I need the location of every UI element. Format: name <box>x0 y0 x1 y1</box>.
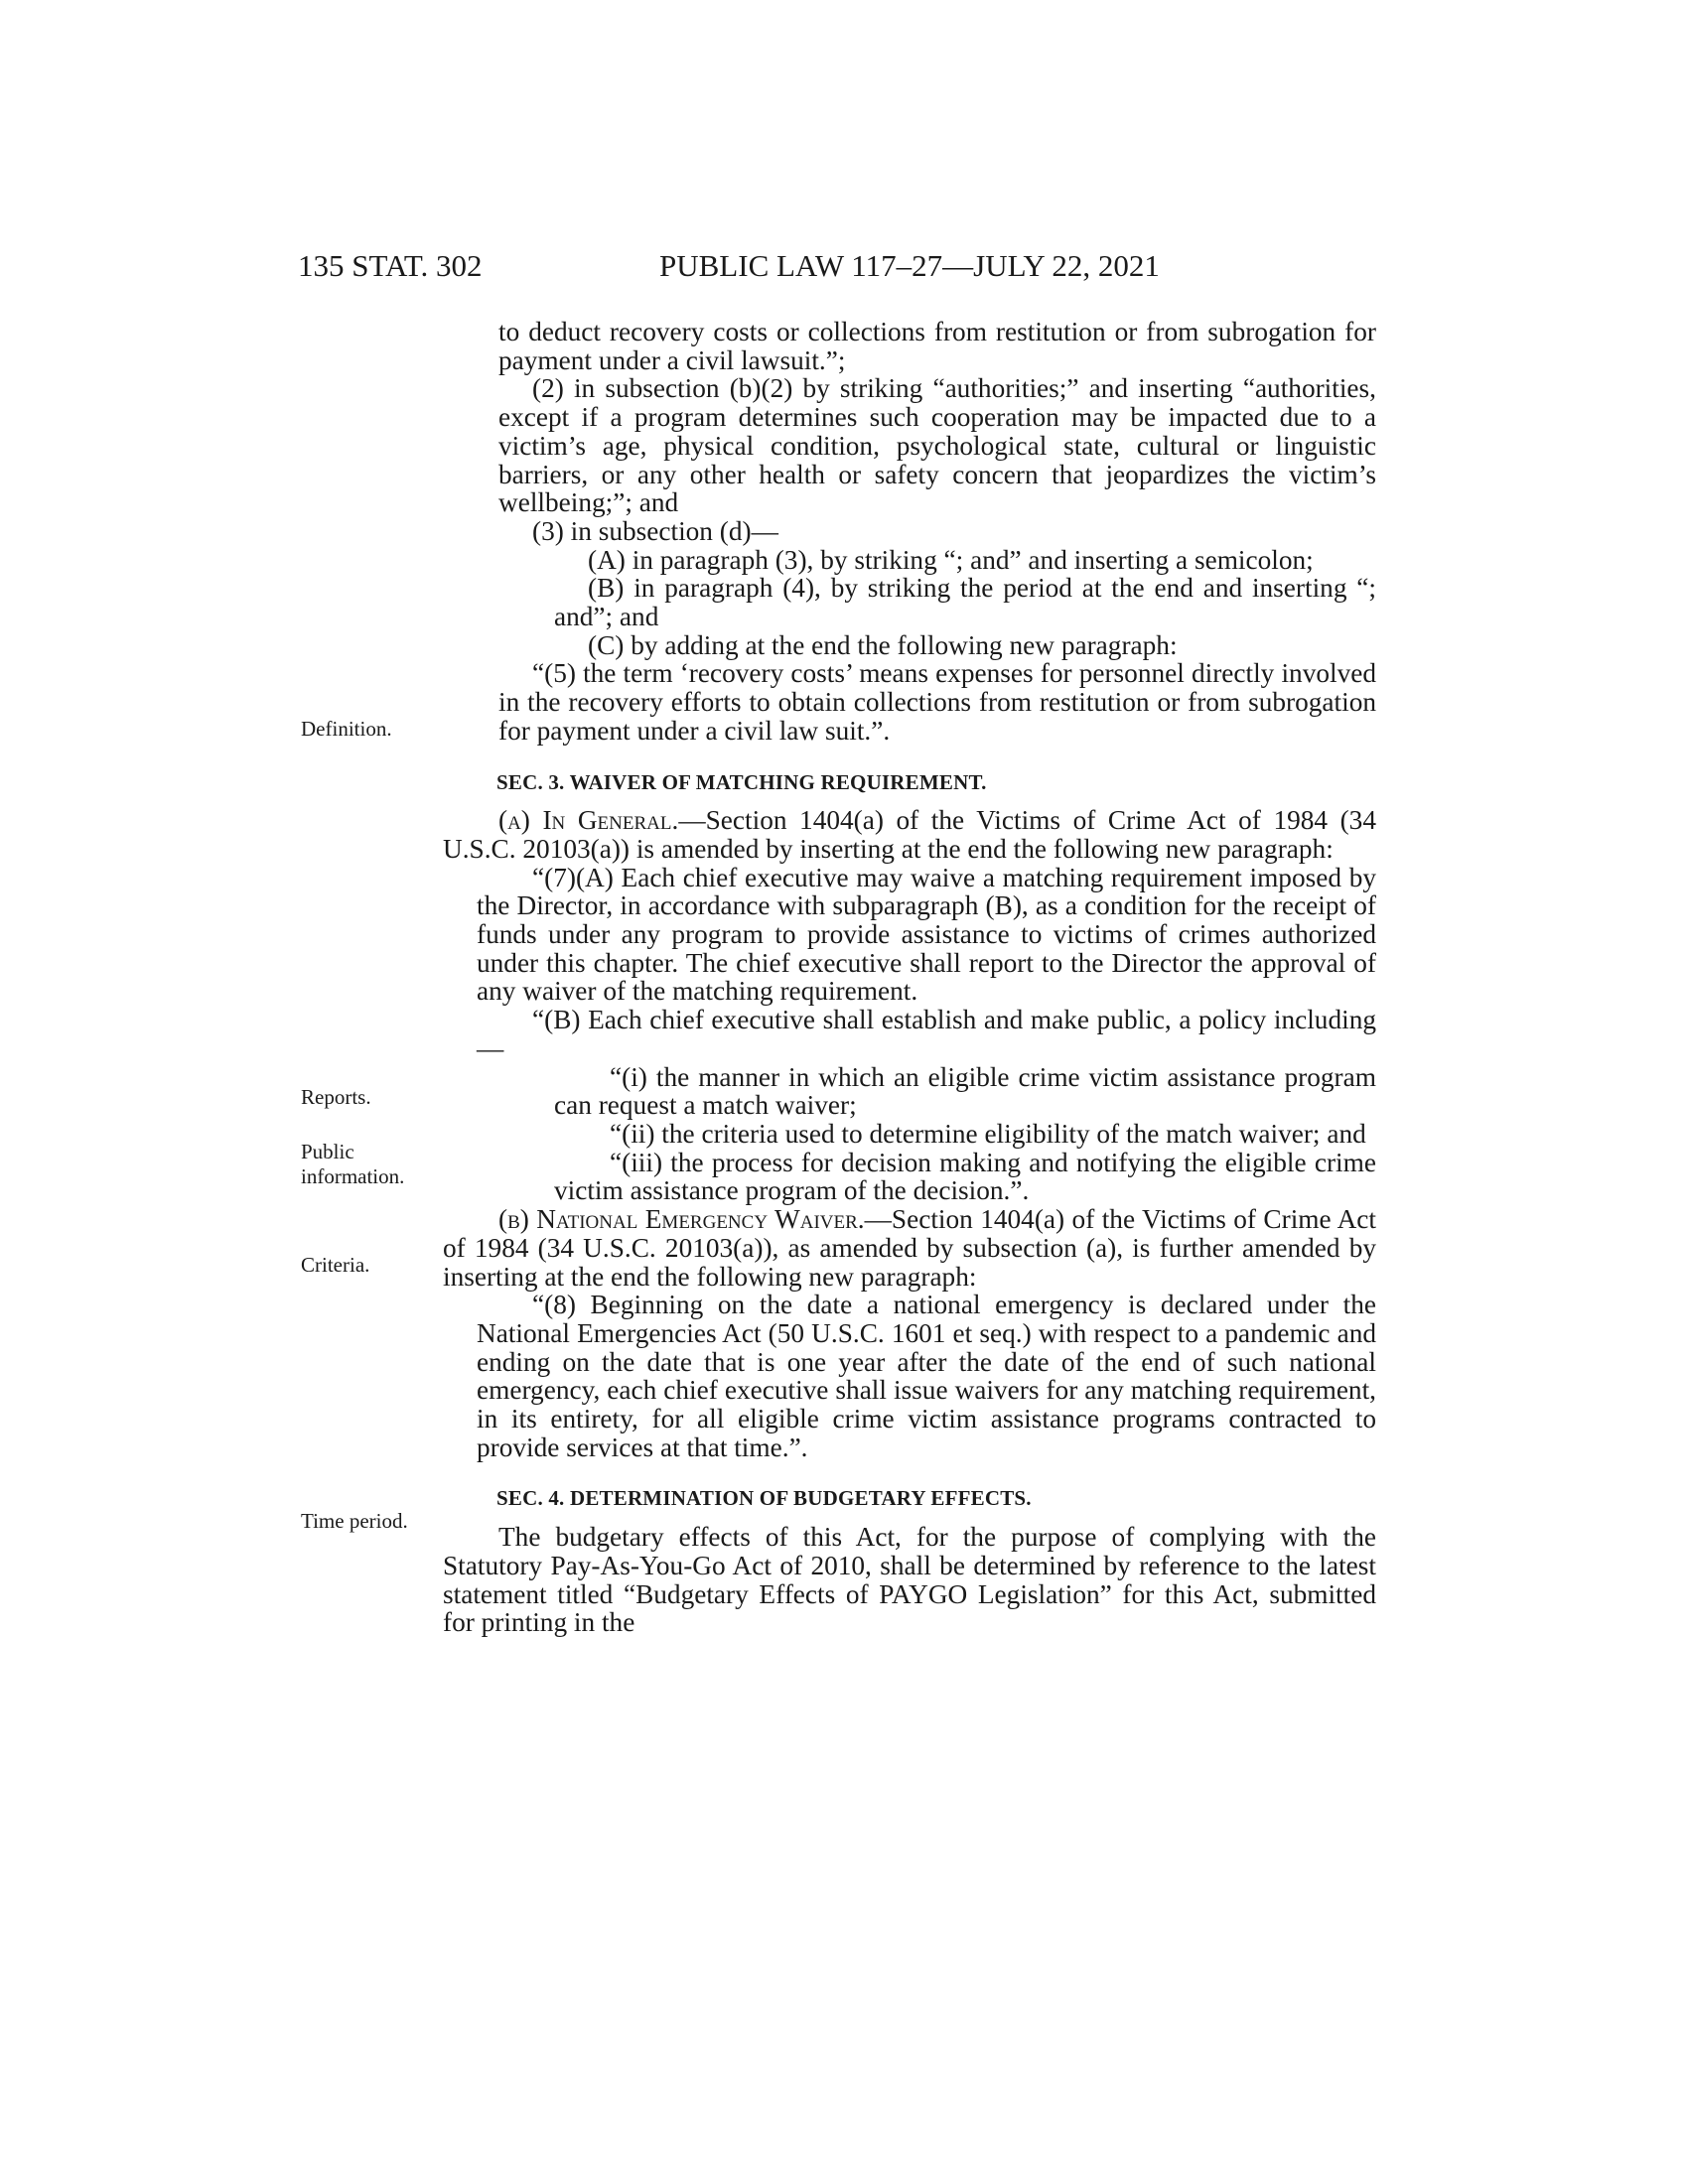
clause-ii: “(ii) the criteria used to determine eligibility of the match waiver; and <box>610 1118 1366 1149</box>
section-3-a-heading: (a) In General. <box>498 805 679 836</box>
clause-iii: “(iii) the process for decision making and notifying the eligible crime victim assistance program of the decision.”. <box>554 1147 1376 1206</box>
subparagraph-c: (C) by adding at the end the following new paragraph: <box>588 629 1178 660</box>
page-header <box>0 248 1688 288</box>
paragraph-8: “(8) Beginning on the date a national emergency is declared under the National Emergencies Act (50 U.S.C. 1601 et seq.) with respect to a pandemic and ending on the date that is one year after the date of the end of such national emergency, each chief executive shall issue waivers for any matching requirement, in its entirety, for all eligible crime victim assistance programs contracted to provide services at that time.”. <box>477 1290 1376 1462</box>
subparagraph-a: (A) in paragraph (3), by striking “; and” and inserting a semicolon; <box>588 544 1314 575</box>
paragraph-7-a: “(7)(A) Each chief executive may waive a matching requirement imposed by the Director, in accordance with subparagraph (B), as a condition for the receipt of funds under any program to provide assistance to victims of crimes authorized under this chapter. The chief executive shall report to the Director the approval of any waiver of the matching requirement. <box>477 862 1376 1007</box>
paragraph-3: (3) in subsection (d)— <box>532 515 778 546</box>
section-3-a <box>443 806 1376 863</box>
margin-note-definition: Definition. <box>301 717 392 741</box>
section-3-a-text: —Section 1404(a) of the Victims of Crime Act of 1984 (34 U.S.C. 20103(a)) is amended by inserting at the end the following new paragraph: <box>443 805 1376 864</box>
paragraph-continuation: to deduct recovery costs or collections from restitution or from subrogation for payment under a civil lawsuit.”; <box>498 317 1376 375</box>
clause-i: “(i) the manner in which an eligible crime victim assistance program can request a match waiver; <box>554 1061 1376 1121</box>
section-3-b-heading: (b) National Emergency Waiver. <box>498 1204 865 1235</box>
margin-note-criteria: Criteria. <box>301 1253 370 1277</box>
section-4-heading: SEC. 4. DETERMINATION OF BUDGETARY EFFECTS. <box>496 1486 1032 1511</box>
margin-note-information: information. <box>301 1164 405 1188</box>
margin-note-public: Public <box>301 1140 354 1163</box>
section-3-b-text: —Section 1404(a) of the Victims of Crime Act of 1984 (34 U.S.C. 20103(a)), as amended by subsection (a), is further amended by inserting at the end the following new paragraph: <box>443 1204 1376 1292</box>
margin-note-public-information <box>301 1140 404 1189</box>
subparagraph-b: (B) in paragraph (4), by striking the period at the end and inserting “; and”; and <box>554 573 1376 632</box>
public-law-heading: PUBLIC LAW 117–27—JULY 22, 2021 <box>659 248 1160 283</box>
section-4-text: The budgetary effects of this Act, for the purpose of complying with the Statutory Pay-As-You-Go Act of 2010, shall be determined by reference to the latest statement titled “Budgetary Effects of PAYGO Legislation” for this Act, submitted for printing in the <box>443 1522 1376 1638</box>
statute-text <box>443 317 1376 1638</box>
paragraph-2: (2) in subsection (b)(2) by striking “authorities;” and inserting “authorities, except if a program determines such cooperation may be impacted due to a victim’s age, physical condition, psychological state, cultural or linguistic barriers, or any other health or safety concern that jeopardizes the victim’s wellbeing;”; and <box>498 373 1376 518</box>
paragraph-5-definition: “(5) the term ‘recovery costs’ means expenses for personnel directly involved in the recovery efforts to obtain collections from restitution or from subrogation for payment under a civil law suit.”. <box>498 658 1376 746</box>
section-3-b <box>443 1205 1376 1291</box>
margin-note-reports: Reports. <box>301 1085 371 1109</box>
section-3-heading: SEC. 3. WAIVER OF MATCHING REQUIREMENT. <box>496 769 987 794</box>
margin-note-time-period: Time period. <box>301 1509 408 1533</box>
paragraph-7-b: “(B) Each chief executive shall establish and make public, a policy including— <box>477 1005 1376 1063</box>
stat-page-number: 135 STAT. 302 <box>298 248 483 283</box>
